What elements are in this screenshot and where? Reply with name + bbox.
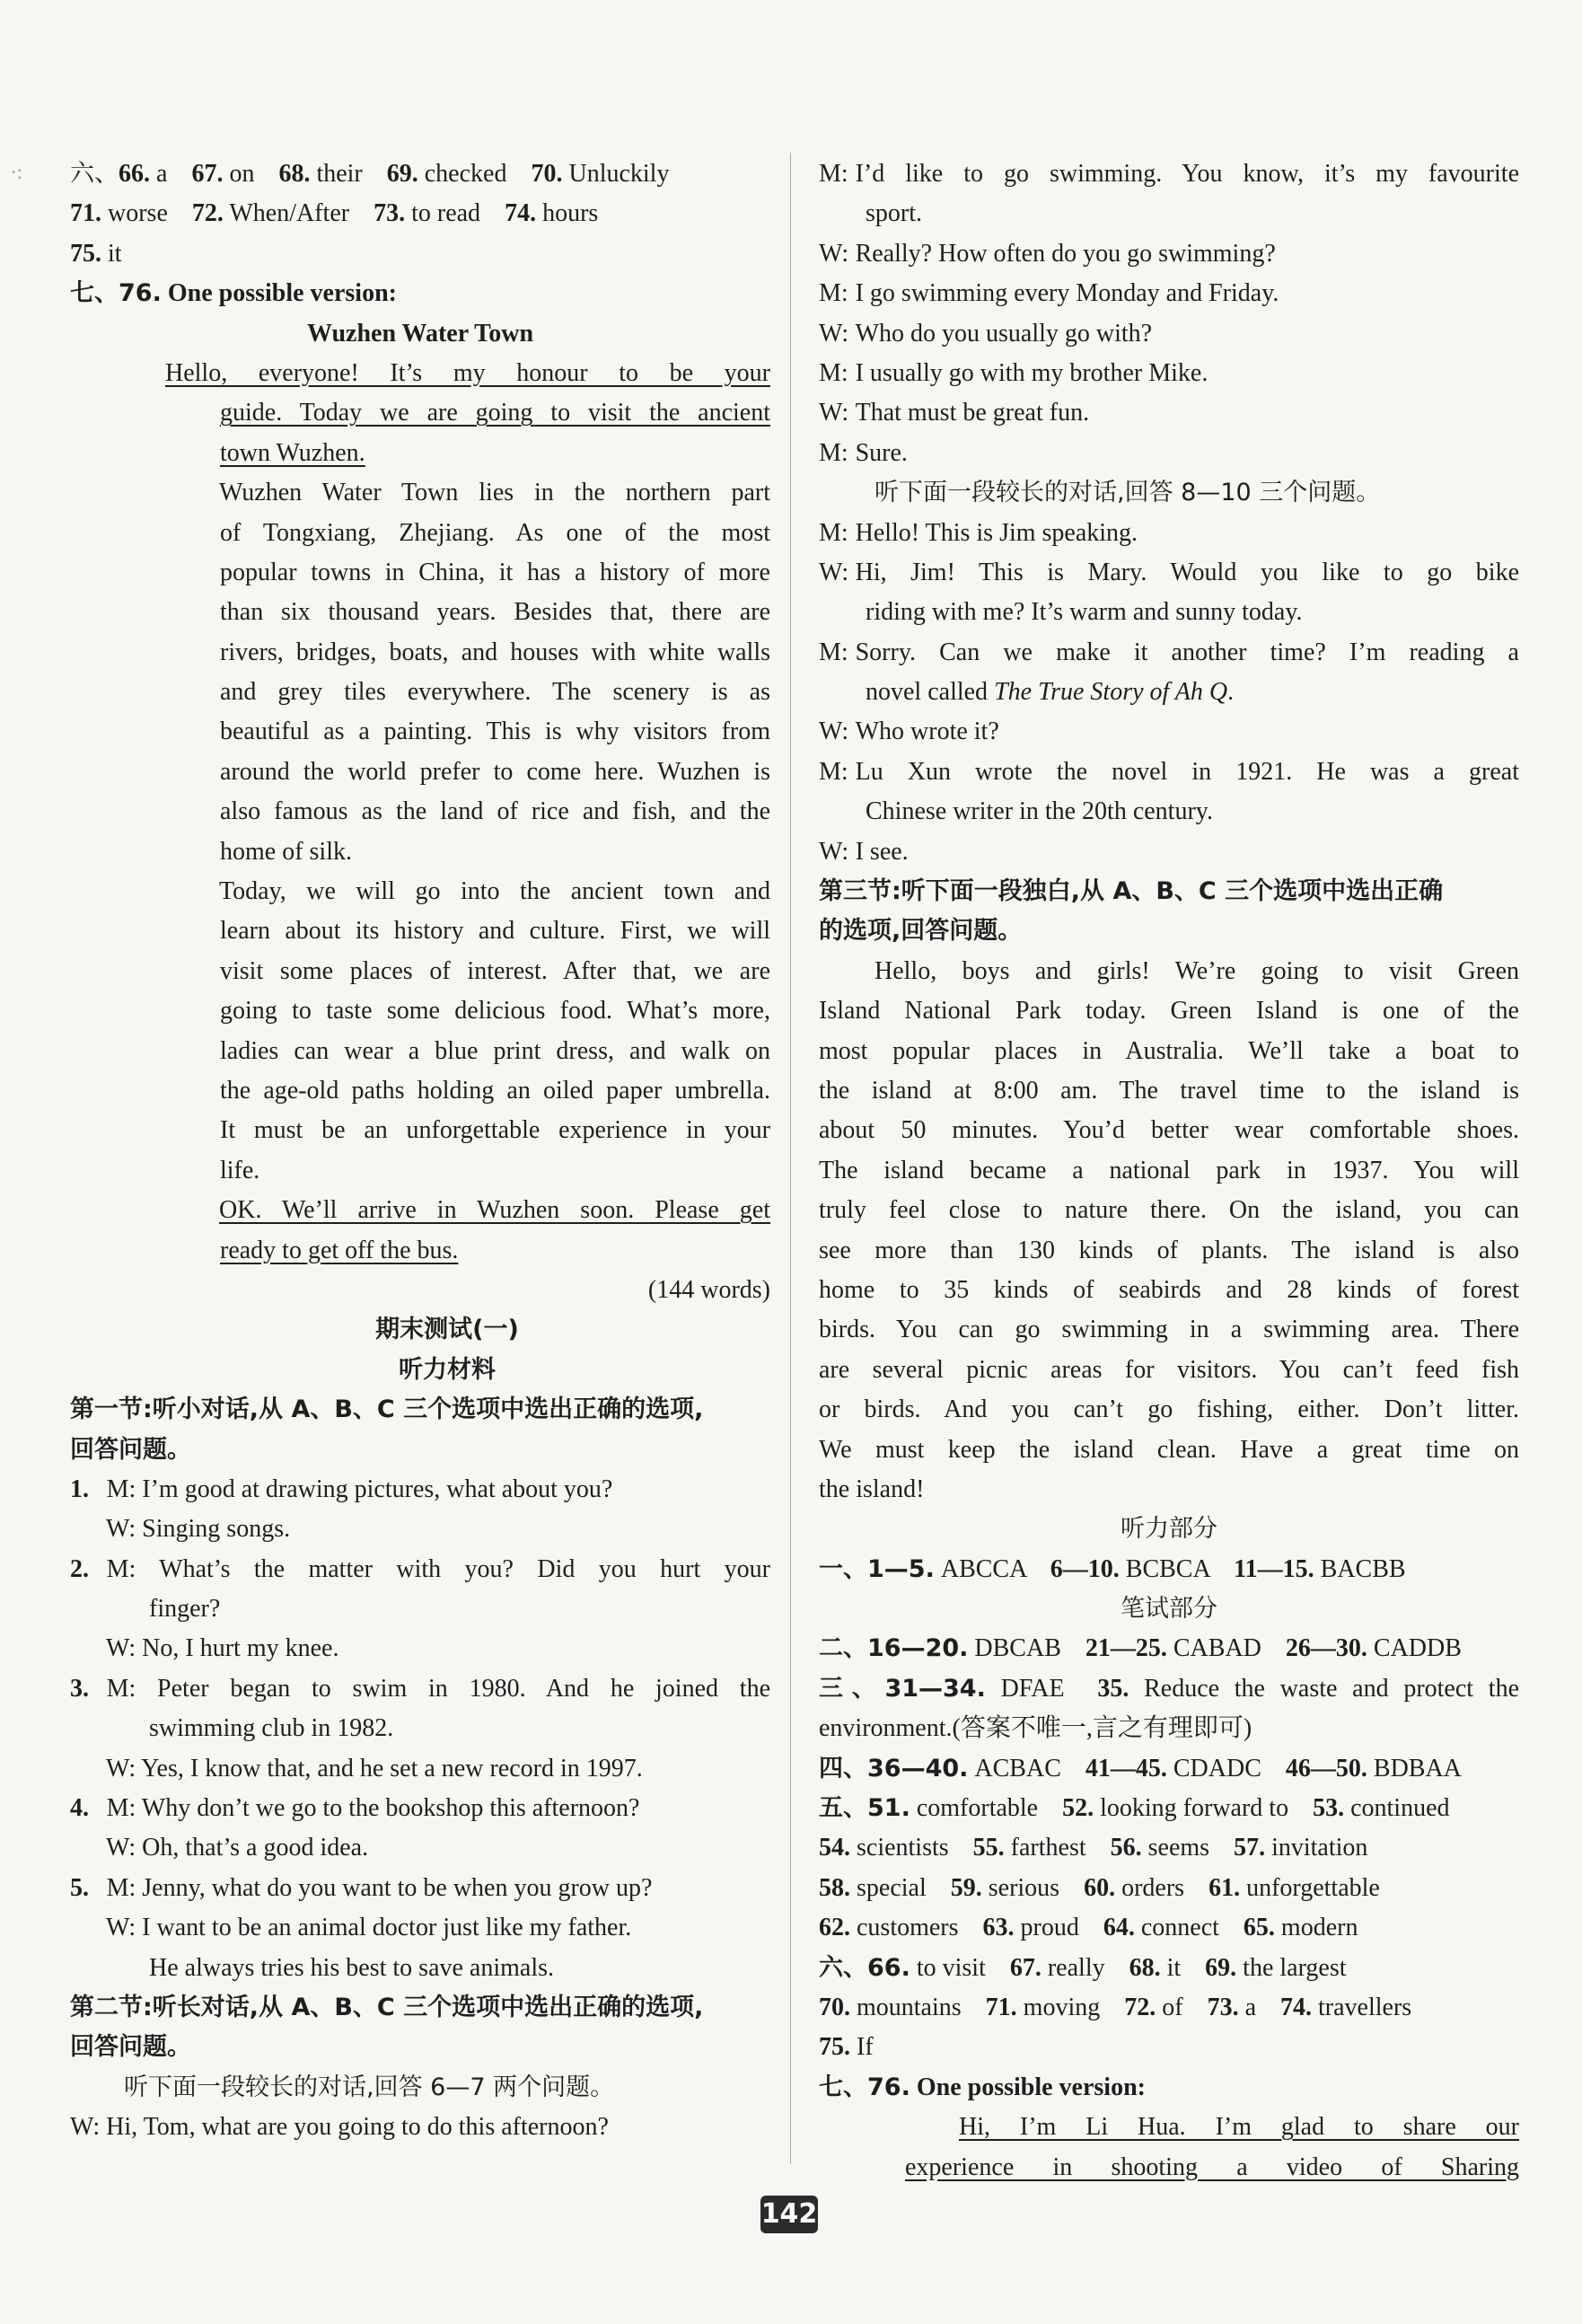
essay-line: It must be an unforgettable experience in your [220, 1116, 770, 1145]
dialog-line: W: That must be great fun. [819, 399, 1090, 427]
word-count: (144 words) [647, 1275, 770, 1304]
dialog-line: 1. M: I’m good at drawing pictures, what about you? [70, 1475, 613, 1503]
section-2-instruction: 回答问题。 [70, 2033, 191, 2062]
page-number: 142 [760, 2196, 818, 2233]
monologue-line: truly feel close to nature there. On the island, you can [819, 1196, 1519, 1225]
essay-line: experience in shooting a video of Sharing [905, 2152, 1519, 2181]
dialog-line: M: Sorry. Can we make it another time? I’m reading a [819, 638, 1519, 666]
essay-line: guide. Today we are going to visit the ancient [220, 399, 770, 427]
essay-line: Hi, I’m Li Hua. I’m glad to share our [959, 2113, 1519, 2142]
answers-section-6: 六、66. to visit 67. really 68. it 69. the largest [819, 1953, 1347, 1982]
dialog-line: 4. M: Why don’t we go to the bookshop this afternoon? [70, 1794, 640, 1823]
monologue-line: most popular places in Australia. We’ll take a boat to [819, 1036, 1519, 1065]
essay-line: home of silk. [220, 837, 352, 866]
essay-line: Wuzhen Water Town lies in the northern part [219, 479, 770, 507]
essay-title: Wuzhen Water Town [306, 319, 534, 348]
monologue-line: Island National Park today. Green Island is one of the [819, 997, 1519, 1026]
section-1-instruction: 第一节:听小对话,从 A、B、C 三个选项中选出正确的选项, [70, 1395, 704, 1424]
dialog-line: 2. M: What’s the matter with you? Did you hurt your [70, 1554, 770, 1583]
dialog-line: Chinese writer in the 20th century. [866, 797, 1213, 826]
monologue-line: the island! [819, 1475, 925, 1503]
section-3-instruction: 的选项,回答问题。 [819, 917, 1023, 946]
answers-section-1: 一、1—5. ABCCA 6—10. BCBCA 11—15. BACBB [819, 1554, 1406, 1583]
answers-section-2: 二、16—20. DBCAB 21—25. CABAD 26—30. CADDB [819, 1634, 1462, 1663]
novel-title: The True Story of Ah Q [994, 678, 1228, 707]
monologue-line: home to 35 kinds of seabirds and 28 kinds of forest [819, 1275, 1519, 1304]
section-1-instruction: 回答问题。 [70, 1435, 191, 1464]
dialog-line: W: I want to be an animal doctor just like my father. [106, 1914, 632, 1942]
monologue-line: are several picnic areas for visitors. You can’t feed fish [819, 1355, 1519, 1384]
instruction-6-7: 听下面一段较长的对话,回答 6—7 两个问题。 [124, 2073, 615, 2101]
essay-line: of Tongxiang, Zhejiang. As one of the most [220, 518, 770, 547]
essay-line: going to taste some delicious food. What’s more, [220, 997, 770, 1026]
essay-line: the age-old paths holding an oiled paper umbrella. [220, 1076, 770, 1105]
listening-part-heading: 听力部分 [1121, 1515, 1217, 1544]
essay-line: Hello, everyone! It’s my honour to be your [165, 358, 770, 387]
essay-line: life. [220, 1156, 260, 1184]
section-7-heading: 七、76. One possible version: [819, 2073, 1146, 2101]
dialog-line: sport. [866, 199, 922, 228]
essay-line: beautiful as a painting. This is why visitors from [220, 717, 770, 746]
dialog-line: W: I see. [819, 837, 909, 866]
listening-material-title: 听力材料 [399, 1355, 496, 1384]
essay-line: learn about its history and culture. First, we will [220, 917, 770, 946]
dialog-line: He always tries his best to save animals. [149, 1953, 555, 1982]
left-column [70, 154, 770, 2148]
dialog-line: finger? [149, 1595, 221, 1624]
monologue-line: see more than 130 kinds of plants. The island is also [819, 1236, 1519, 1264]
dialog-line: W: Hi, Jim! This is Mary. Would you like to go bike [819, 558, 1519, 586]
dialog-line: M: Lu Xun wrote the novel in 1921. He was a great [819, 757, 1519, 786]
monologue-line: birds. You can go swimming in a swimming area. There [819, 1316, 1519, 1344]
dialog-line: W: Who wrote it? [819, 717, 999, 746]
dialog-line: novel called The True Story of Ah Q. [866, 678, 1235, 707]
essay-line: popular towns in China, it has a history of more [220, 558, 770, 586]
essay-line: ready to get off the bus. [220, 1236, 459, 1264]
dialog-line: M: I go swimming every Monday and Friday. [819, 279, 1279, 308]
answers-section-5: 58. special 59. serious 60. orders 61. unforgettable [819, 1873, 1380, 1902]
dialog-line: W: Hi, Tom, what are you going to do this afternoon? [70, 2113, 609, 2142]
written-part-heading: 笔试部分 [1121, 1595, 1217, 1624]
section-2-instruction: 第二节:听长对话,从 A、B、C 三个选项中选出正确的选项, [70, 1993, 704, 2021]
dialog-line: 3. M: Peter began to swim in 1980. And he joined the [70, 1674, 770, 1703]
monologue-line: The island became a national park in 1937. You will [819, 1156, 1519, 1184]
essay-line: than six thousand years. Besides that, there are [220, 598, 770, 627]
answers-section-6: 75. If [819, 2033, 874, 2062]
essay-line: town Wuzhen. [220, 438, 365, 467]
dialog-line: W: Oh, that’s a good idea. [106, 1834, 369, 1862]
monologue-line: the island at 8:00 am. The travel time to the island is [819, 1076, 1519, 1105]
answers-section-5: 62. customers 63. proud 64. connect 65. modern [819, 1914, 1358, 1942]
dialog-line: W: Yes, I know that, and he set a new record in 1997. [106, 1754, 643, 1783]
monologue-line: about 50 minutes. You’d better wear comfortable shoes. [819, 1116, 1519, 1145]
essay-line: OK. We’ll arrive in Wuzhen soon. Please get [219, 1196, 770, 1225]
dialog-line: 5. M: Jenny, what do you want to be when you grow up? [70, 1873, 653, 1902]
answers-section-6-line2: 71. worse 72. When/After 73. to read 74. hours [70, 199, 599, 228]
answers-section-3-cont: environment.(答案不唯一,言之有理即可) [819, 1714, 1252, 1743]
dialog-line: M: I usually go with my brother Mike. [819, 358, 1208, 387]
monologue-line: Hello, boys and girls! We’re going to visit Green [874, 956, 1519, 985]
answers-section-6-line1: 六、66. a 67. on 68. their 69. checked 70. Unluckily [70, 160, 670, 188]
dialog-line: M: Hello! This is Jim speaking. [819, 518, 1138, 547]
essay-line: Today, we will go into the ancient town and [219, 877, 770, 906]
dialog-line: W: Singing songs. [106, 1515, 291, 1544]
dialog-line: W: Really? How often do you go swimming? [819, 239, 1276, 268]
answers-section-5: 五、51. comfortable 52. looking forward to 53. continued [819, 1794, 1450, 1823]
monologue-line: We must keep the island clean. Have a great time on [819, 1435, 1519, 1464]
section-7-heading: 七、76. One possible version: [70, 279, 397, 308]
dialog-line: W: Who do you usually go with? [819, 319, 1153, 348]
dialog-line: swimming club in 1982. [149, 1714, 394, 1743]
dialog-line: M: Sure. [819, 438, 908, 467]
essay-line: around the world prefer to come here. Wuzhen is [220, 757, 770, 786]
monologue-line: or birds. And you can’t go fishing, either. Don’t litter. [819, 1395, 1519, 1424]
dialog-line: W: No, I hurt my knee. [106, 1634, 339, 1663]
section-3-instruction: 第三节:听下面一段独白,从 A、B、C 三个选项中选出正确 [819, 877, 1444, 906]
answers-section-5: 54. scientists 55. farthest 56. seems 57. invitation [819, 1834, 1368, 1862]
right-column [819, 154, 1519, 2188]
answers-section-6: 70. mountains 71. moving 72. of 73. a 74. travellers [819, 1993, 1412, 2021]
answers-section-6-line3: 75. it [70, 239, 122, 268]
essay-line: also famous as the land of rice and fish, and the [220, 797, 770, 826]
dialog-line: riding with me? It’s warm and sunny today. [866, 598, 1303, 627]
instruction-8-10: 听下面一段较长的对话,回答 8—10 三个问题。 [874, 479, 1381, 507]
essay-line: ladies can wear a blue print dress, and walk on [220, 1036, 770, 1065]
essay-line: visit some places of interest. After that, we are [220, 956, 770, 985]
dialog-line: M: I’d like to go swimming. You know, it’s my favourite [819, 160, 1519, 188]
binding-margin-marks: ·: [11, 162, 23, 183]
essay-line: and grey tiles everywhere. The scenery is as [220, 678, 770, 707]
column-divider [790, 153, 791, 2164]
answers-section-4: 四、36—40. ACBAC 41—45. CDADC 46—50. BDBAA [819, 1754, 1462, 1783]
answers-section-3: 三、31—34. DFAE 35. Reduce the waste and protect the [819, 1674, 1520, 1703]
test-title: 期末测试(一) [375, 1316, 519, 1344]
essay-line: rivers, bridges, boats, and houses with white walls [220, 638, 770, 666]
